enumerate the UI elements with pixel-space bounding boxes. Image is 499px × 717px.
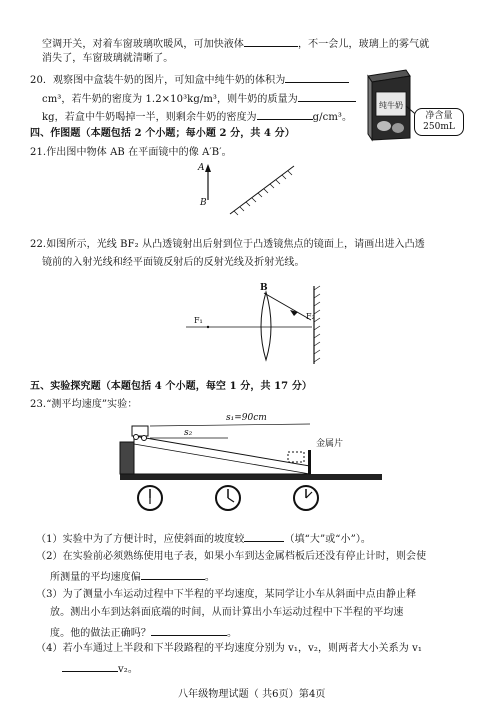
section-4-heading: 四、作图题（本题包括 2 个小题；每小题 2 分，共 4 分） xyxy=(30,128,295,139)
page-footer: 八年级物理试题（ 共6页）第4页 xyxy=(178,689,326,700)
mirror-hatching xyxy=(234,171,292,215)
question-20-line-3 xyxy=(42,108,352,124)
q23-p1-hint: （填“大”或“小”）。 xyxy=(284,534,372,545)
q20-unit: g/cm³。 xyxy=(312,112,353,123)
figure-21-plane-mirror xyxy=(190,158,300,218)
stopwatch-1-icon xyxy=(138,486,162,510)
line-1-text-b: ，不一会儿，玻璃上的雾气就 xyxy=(298,39,430,50)
q20-text-2: cm³，若牛奶的密度为 1.2×10³kg/m³，则牛奶的质量为 xyxy=(42,94,298,105)
q23-part-2-line-2 xyxy=(50,568,215,584)
q23-p4-end: v₂。 xyxy=(118,664,138,675)
q20-text-3: kg，若盒中牛奶喝掉一半，则剩余牛奶的密度为 xyxy=(42,112,257,123)
line-1-text: 空调开关，对着车窗玻璃吹暖风，可加快液体 xyxy=(42,39,244,50)
answer-blank-23-2[interactable] xyxy=(141,568,205,580)
text-line-2: 消失了，车窗玻璃就清晰了。 xyxy=(42,53,174,64)
answer-blank-20-density[interactable] xyxy=(257,108,313,120)
label-b-point: B xyxy=(260,283,268,293)
ray-arrow-icon xyxy=(290,310,298,316)
section-5-heading: 五、实验探究题（本题包括 4 个小题，每空 1 分，共 17 分） xyxy=(30,381,313,392)
label-a: A xyxy=(198,163,205,173)
convex-lens xyxy=(261,292,271,360)
ray-bf2 xyxy=(264,293,311,320)
table-surface xyxy=(120,474,382,480)
plane-mirror xyxy=(230,166,294,214)
s1-dimension xyxy=(150,424,310,426)
q23-part-4-line-1: （4）若小车通过上半段和下半段路程的平均速度分别为 v₁，v₂，则两者大小关系为 v₁ xyxy=(36,643,422,654)
label-s2: s₂ xyxy=(184,428,193,438)
text-line-1 xyxy=(42,35,429,51)
q23-part-4-line-2 xyxy=(62,660,138,676)
net-content-text: 净含量 250mL xyxy=(423,111,455,132)
carton-label: 纯牛奶 xyxy=(379,101,403,110)
arrow-head-icon xyxy=(205,164,211,172)
question-22-line-2: 镜前的入射光线和经平面镜反射后的反射光线及折射光线。 xyxy=(42,257,305,268)
q23-p2-end: 。 xyxy=(204,572,216,583)
q23-p1-text: （1）实验中为了方便计时，应使斜面的坡度较 xyxy=(36,534,245,545)
q23-p3-text: 度。他的做法正确吗？ xyxy=(50,628,151,639)
answer-blank-23-1[interactable] xyxy=(244,530,284,542)
stopwatch-3-icon xyxy=(294,486,318,510)
answer-blank-20-mass[interactable] xyxy=(298,90,356,102)
q23-part-2-line-1: （2）在实验前必须熟练使用电子表，如果小车到达金属档板后还没有停止计时，则会使 xyxy=(36,551,427,562)
figure-23-incline xyxy=(110,412,390,522)
label-s1: s₁=90cm xyxy=(226,413,267,423)
q23-part-1 xyxy=(36,530,371,546)
q23-p2-text: 所测量的平均速度偏 xyxy=(50,572,141,583)
answer-blank-23-4[interactable] xyxy=(62,660,118,672)
stopwatch-2-icon xyxy=(216,486,240,510)
q23-part-3-line-3 xyxy=(50,624,237,640)
question-21-text: 21.作出图中物体 AB 在平面镜中的像 A′B′。 xyxy=(30,147,232,158)
label-metal-plate: 金属片 xyxy=(316,439,344,449)
label-f2: F₂ xyxy=(306,312,315,321)
metal-plate xyxy=(308,450,311,474)
label-b: B xyxy=(200,198,207,208)
question-20-line-1 xyxy=(30,71,349,87)
incline-plane xyxy=(134,436,310,474)
q23-part-3-line-2: 放。测出小车到达斜面底端的时间，从而计算出小车运动过程中下半程的平均速 xyxy=(50,607,404,618)
label-f1: F₁ xyxy=(194,316,203,325)
question-20-line-2 xyxy=(42,90,356,106)
question-22-line-1: 22.如图所示，光线 BF₂ 从凸透镜射出后射到位于凸透镜焦点的镜面上，请画出进入凸透 xyxy=(30,239,425,250)
answer-blank-1[interactable] xyxy=(244,35,298,47)
question-23-text: 23.“测平均速度”实验： xyxy=(30,399,138,410)
answer-blank-20-volume[interactable] xyxy=(285,71,349,83)
net-content-label xyxy=(414,108,464,136)
q23-part-3-line-1: （3）为了测量小车运动过程中下半程的平均速度，某同学让小车从斜面中点由静止释 xyxy=(36,589,417,600)
figure-22-lens-mirror xyxy=(180,276,330,366)
q20-text-1: 20．观察图中盒装牛奶的图片，可知盒中纯牛奶的体积为 xyxy=(30,75,286,86)
q23-p3-end: 。 xyxy=(227,628,238,639)
toy-car-dashed xyxy=(288,452,304,462)
mirror-hatch-22 xyxy=(314,286,320,362)
answer-blank-23-3[interactable] xyxy=(151,624,227,636)
